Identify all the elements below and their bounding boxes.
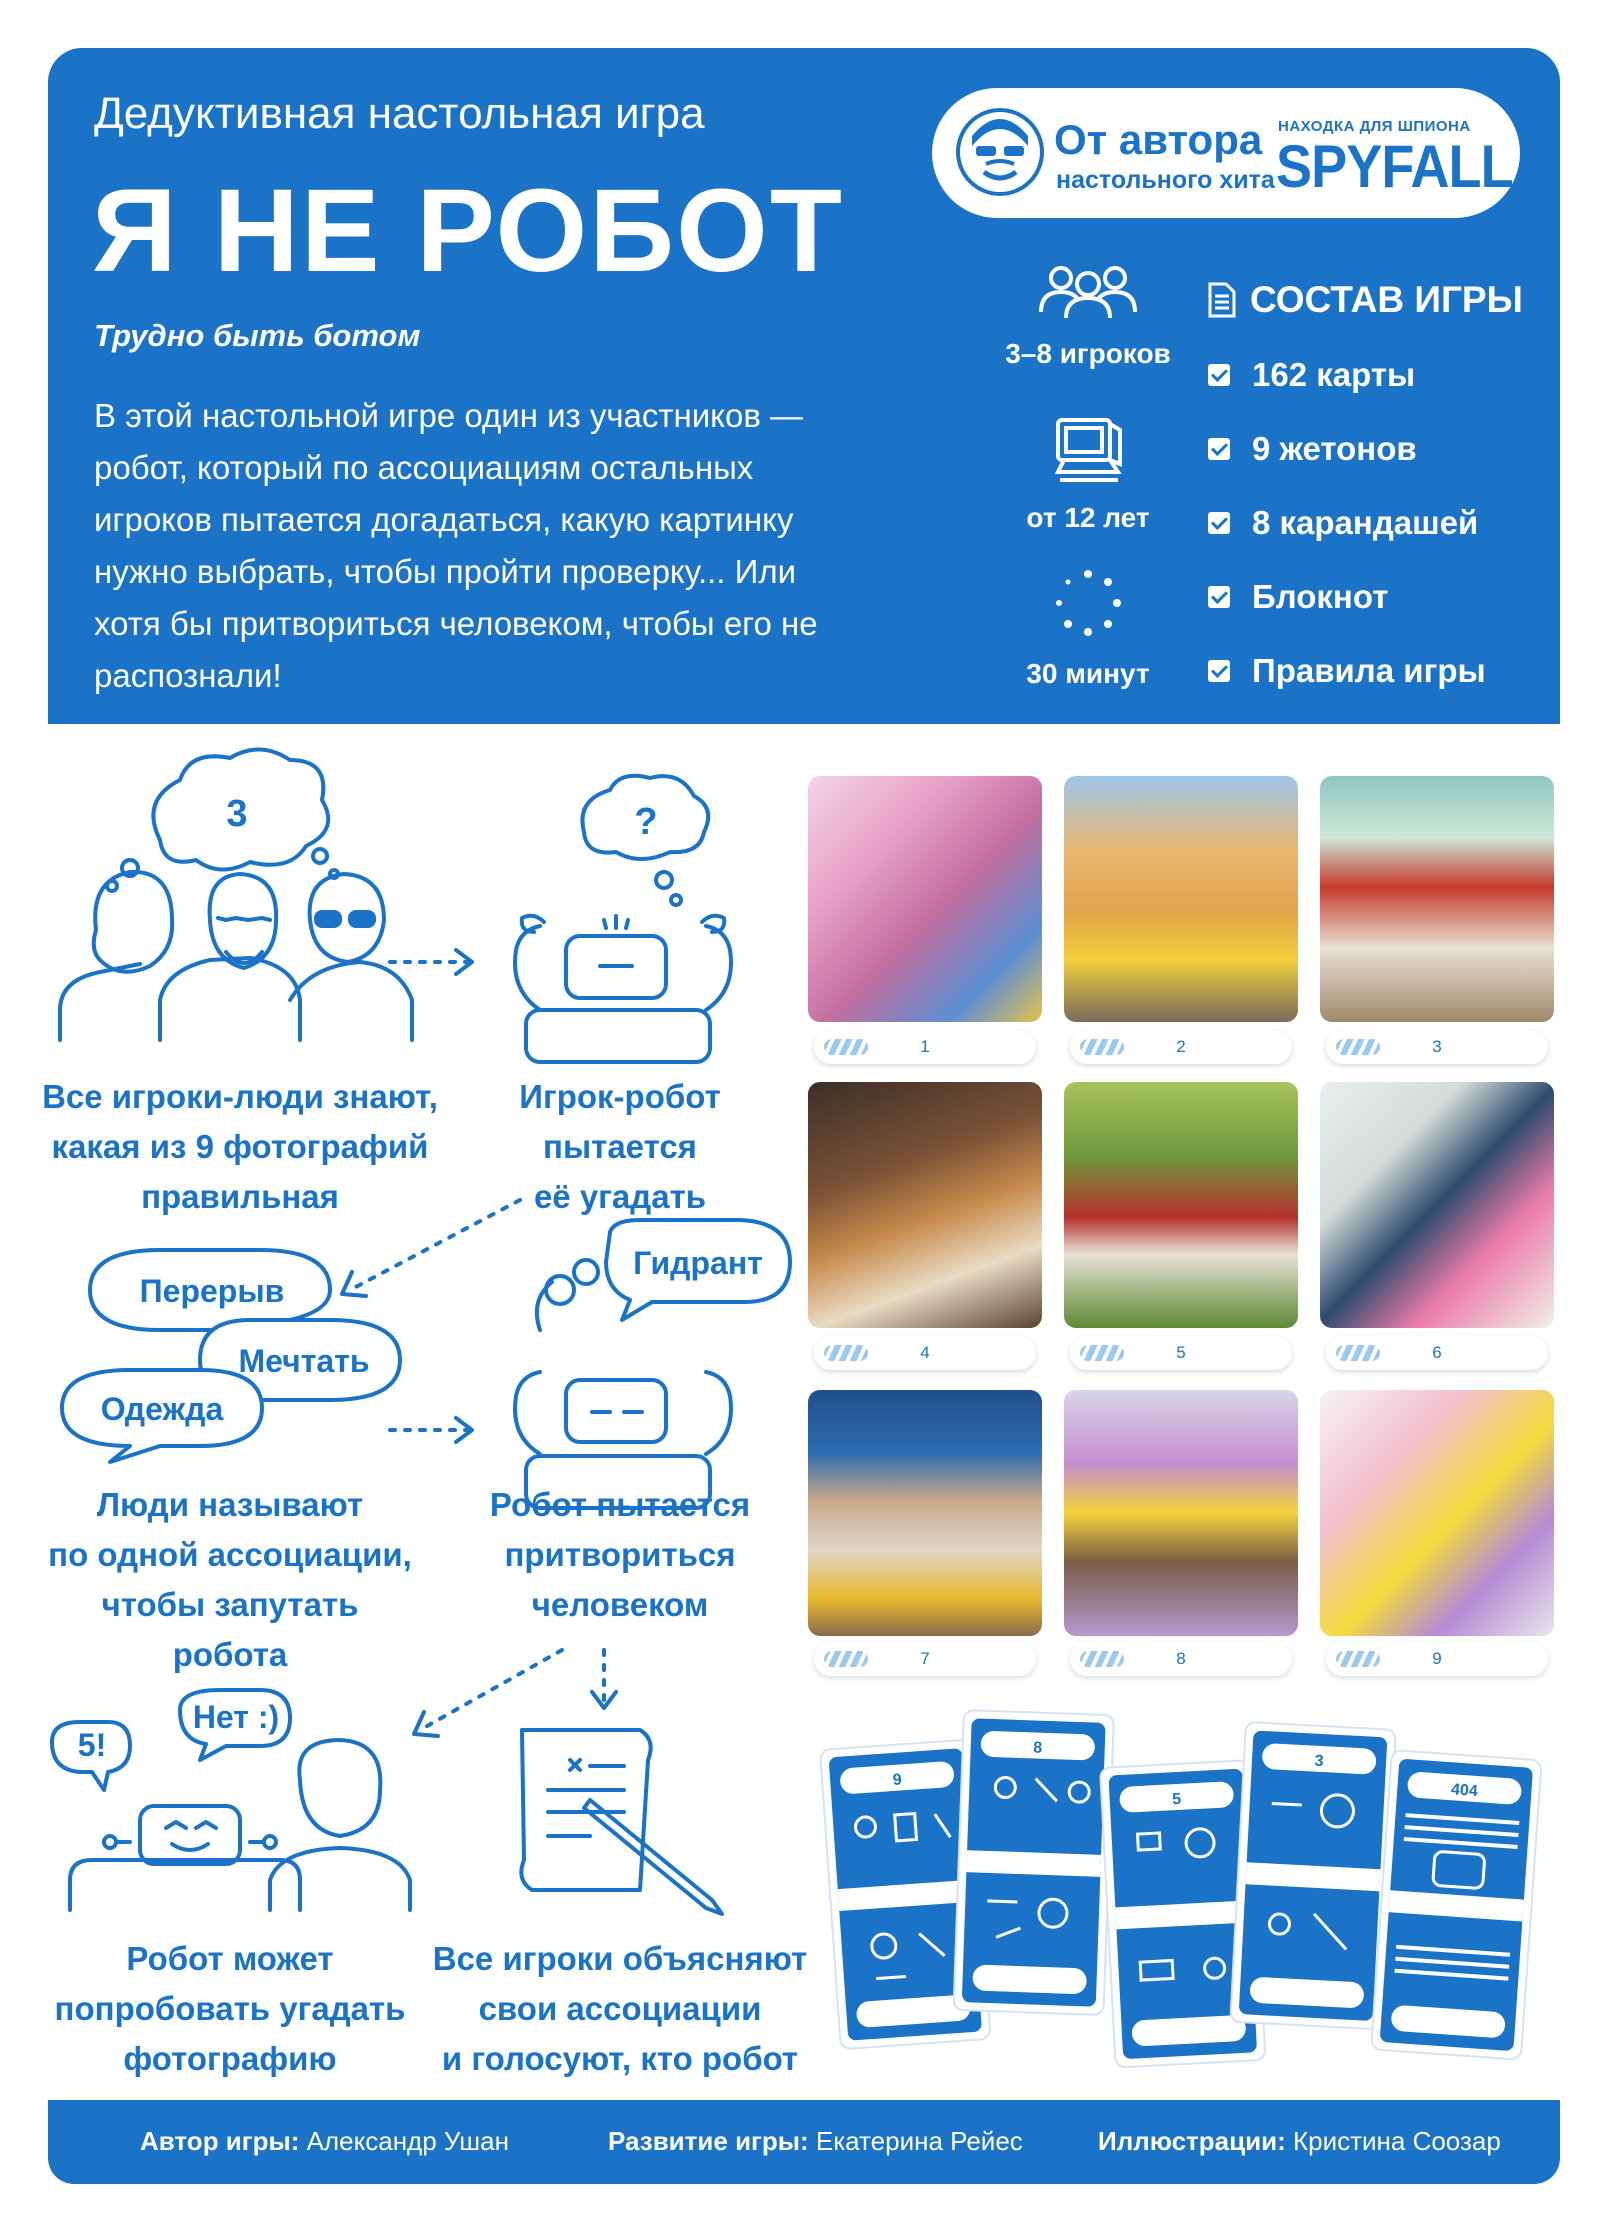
time-text: 30 минут	[1026, 658, 1150, 689]
photo-7	[808, 1390, 1042, 1636]
stat-players	[988, 260, 1188, 370]
bubble-five: 5!	[77, 1727, 107, 1763]
step4-label: Робот пытается притвориться человеком	[489, 1486, 751, 1623]
computer-icon	[1048, 414, 1128, 490]
tagline: Трудно быть ботом	[94, 318, 421, 353]
bubble-odezhda: Одежда	[100, 1391, 224, 1427]
credit-development: Развитие игры: Екатерина Рейес	[608, 2126, 1023, 2156]
components-list	[1208, 270, 1523, 708]
photo-6	[1320, 1082, 1554, 1328]
age-text: от 12 лет	[1026, 502, 1150, 533]
card-3-top: 3	[1314, 1752, 1324, 1771]
header-panel	[48, 48, 1560, 724]
photo-5	[1064, 1082, 1298, 1328]
card-404	[1371, 1750, 1542, 2060]
badge-kicker: НАХОДКА ДЛЯ ШПИОНА	[1278, 118, 1471, 135]
photo-number-7: 7	[814, 1642, 1036, 1676]
footer-credits	[48, 2100, 1560, 2184]
card-9-top: 9	[892, 1771, 903, 1789]
step3-label: Люди называют по одной ассоциации, чтобы запутать робота	[48, 1486, 412, 1673]
step1-label: Все игроки-люди знают, какая из 9 фотографий правильная	[42, 1078, 438, 1215]
photo-number-6: 6	[1326, 1336, 1548, 1370]
bubble-gidrant: Гидрант	[633, 1245, 763, 1281]
component-item: Правила игры	[1208, 634, 1523, 708]
description: В этой настольной игре один из участников — робот, который по ассоциациям остальных игроков пытается догадаться, какую картинку нужно выбрать, чтобы пройти проверку... Или хотя бы притвориться человеком, чтобы его не распознали!	[94, 397, 818, 694]
photo-number-3: 3	[1326, 1030, 1548, 1064]
photo-1	[808, 776, 1042, 1022]
page-title: Я НЕ РОБОТ	[92, 165, 844, 297]
credit-illustrations: Иллюстрации: Кристина Соозар	[1098, 2126, 1501, 2156]
photo-number-8: 8	[1070, 1642, 1292, 1676]
photo-number-5: 5	[1070, 1336, 1292, 1370]
check-icon	[1208, 512, 1230, 534]
component-item: 8 карандашей	[1208, 486, 1523, 560]
component-item: 162 карты	[1208, 338, 1523, 412]
badge-brand: SPYFALL	[1276, 133, 1513, 200]
bubble-pereryv: Перерыв	[139, 1273, 285, 1309]
author-badge	[932, 88, 1520, 218]
players-icon	[1033, 260, 1143, 320]
component-item: Блокнот	[1208, 560, 1523, 634]
photo-3	[1320, 776, 1554, 1022]
thought-cloud-icon	[107, 749, 338, 891]
photo-number-1: 1	[814, 1030, 1036, 1064]
step5-label: Робот может попробовать угадать фотографию	[54, 1940, 406, 2077]
photo-number-4: 4	[814, 1336, 1036, 1370]
document-icon	[1208, 282, 1236, 318]
loading-icon	[1053, 568, 1123, 638]
players-text: 3–8 игроков	[1005, 338, 1171, 369]
card-404-top: 404	[1450, 1781, 1479, 1801]
card-8	[954, 1710, 1114, 2015]
stat-time	[988, 568, 1188, 690]
robot-thinking-icon	[515, 776, 731, 1062]
photo-8	[1064, 1390, 1298, 1636]
bubble-question: ?	[634, 801, 658, 843]
step2-label: Игрок-робот пытается её угадать	[519, 1078, 721, 1215]
badge-line1: От автора	[1054, 116, 1263, 163]
photo-2	[1064, 776, 1298, 1022]
check-icon	[1208, 586, 1230, 608]
credit-author: Автор игры: Александр Ушан	[140, 2126, 509, 2156]
card-8-top: 8	[1032, 1739, 1043, 1757]
rules-illustrations	[0, 740, 800, 2090]
spy-face-icon	[954, 106, 1046, 198]
voting-paper-icon	[521, 1730, 722, 1914]
bubble-number: 3	[226, 793, 248, 835]
photo-number-2: 2	[1070, 1030, 1292, 1064]
subtitle: Дедуктивная настольная игра	[94, 89, 705, 138]
three-people-icon	[60, 872, 412, 1040]
game-cards	[800, 1700, 1600, 2080]
photo-4	[808, 1082, 1042, 1328]
stat-age	[988, 414, 1188, 534]
badge-line2: настольного хита	[1056, 166, 1275, 194]
photo-9	[1320, 1390, 1554, 1636]
components-heading-text: СОСТАВ ИГРЫ	[1250, 279, 1523, 320]
bubble-mechtat: Мечтать	[238, 1343, 370, 1379]
card-5-top: 5	[1171, 1790, 1182, 1809]
bubble-no: Нет :)	[192, 1699, 280, 1735]
card-3	[1230, 1722, 1395, 2029]
component-item: 9 жетонов	[1208, 412, 1523, 486]
check-icon	[1208, 660, 1230, 682]
step6-label: Все игроки объясняют свои ассоциации и голосуют, кто робот	[432, 1940, 808, 2077]
components-heading	[1208, 270, 1523, 330]
check-icon	[1208, 364, 1230, 386]
check-icon	[1208, 438, 1230, 460]
photo-number-9: 9	[1326, 1642, 1548, 1676]
